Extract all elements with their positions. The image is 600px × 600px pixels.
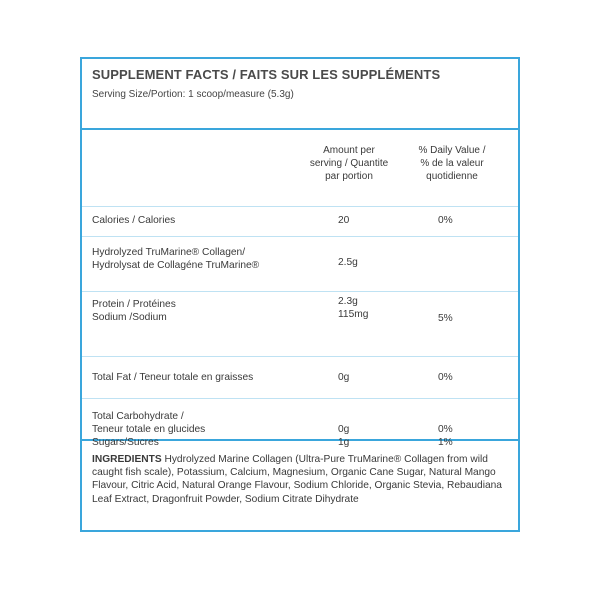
nutrient-amount: 2.5g xyxy=(338,257,358,268)
nutrient-label xyxy=(92,410,205,449)
nutrient-label-line: Sugars/Sucres xyxy=(92,437,159,448)
daily-value-column-header xyxy=(392,144,512,183)
nutrient-row-total-fat xyxy=(82,357,518,399)
nutrient-label-line: Protein / Protéines xyxy=(92,299,176,310)
nutrient-label xyxy=(92,298,176,324)
nutrient-row-collagen xyxy=(82,237,518,292)
nutrient-daily-value: 5% xyxy=(438,313,453,324)
nutrient-amount-line: 0g xyxy=(338,424,350,435)
column-header-row xyxy=(82,130,518,207)
panel-title: SUPPLEMENT FACTS / FAITS SUR LES SUPPLÉMENTS xyxy=(92,67,441,82)
nutrient-label-line: Teneur totale en glucides xyxy=(92,424,206,435)
nutrient-label-line: Hydrolysat de Collagéne TruMarine® xyxy=(92,260,260,271)
nutrient-dv-line: 1% xyxy=(438,437,453,448)
amount-column-header xyxy=(296,144,402,183)
nutrient-label-line: Total Carbohydrate / xyxy=(92,411,184,422)
panel-header xyxy=(82,59,518,130)
nutrient-row-calories xyxy=(82,207,518,237)
nutrient-amount-line: 115mg xyxy=(338,309,369,320)
ingredients-text xyxy=(92,453,512,506)
nutrient-amount: 20 xyxy=(338,215,350,226)
dv-header-line: % Daily Value / xyxy=(418,145,486,156)
nutrient-label: Total Fat / Teneur totale en graisses xyxy=(92,372,254,383)
nutrient-daily-value xyxy=(438,423,453,449)
dv-header-line: quotidienne xyxy=(426,171,478,182)
nutrient-amount xyxy=(338,295,368,321)
amount-header-line: par portion xyxy=(325,171,373,182)
nutrient-amount xyxy=(338,423,349,449)
amount-header-line: serving / Quantite xyxy=(309,158,389,169)
nutrient-amount: 0g xyxy=(338,372,350,383)
ingredients-heading: INGREDIENTS xyxy=(92,454,162,465)
nutrient-row-protein-sodium xyxy=(82,292,518,357)
ingredients-list: Hydrolyzed Marine Collagen (Ultra-Pure TruMarine® Collagen from wild caught fish scale), Potassium, Calcium, Magnesium, Organic Cane Sugar, Natural Mango Flavour, Citric Acid, Natural Orange Flavour, Sodium Chloride, Organic Stevia, Rebaudiana Leaf Extract, Dragonfruit Powder, Sodium Citrate Dihydrate xyxy=(92,454,502,505)
nutrient-label-line: Sodium /Sodium xyxy=(92,312,167,323)
nutrient-amount-line: 1g xyxy=(338,437,350,448)
nutrient-dv-line: 0% xyxy=(438,424,453,435)
nutrient-label xyxy=(92,246,259,272)
nutrient-daily-value: 0% xyxy=(438,372,453,383)
nutrient-row-total-carbohydrate xyxy=(82,399,518,448)
supplement-facts-panel xyxy=(80,57,520,532)
nutrient-label-line: Hydrolyzed TruMarine® Collagen/ xyxy=(92,247,246,258)
serving-size: Serving Size/Portion: 1 scoop/measure (5.3g) xyxy=(92,89,294,100)
nutrient-label: Calories / Calories xyxy=(92,215,176,226)
nutrient-daily-value: 0% xyxy=(438,215,453,226)
amount-header-line: Amount per xyxy=(323,145,375,156)
dv-header-line: % de la valeur xyxy=(420,158,484,169)
nutrient-amount-line: 2.3g xyxy=(338,296,358,307)
